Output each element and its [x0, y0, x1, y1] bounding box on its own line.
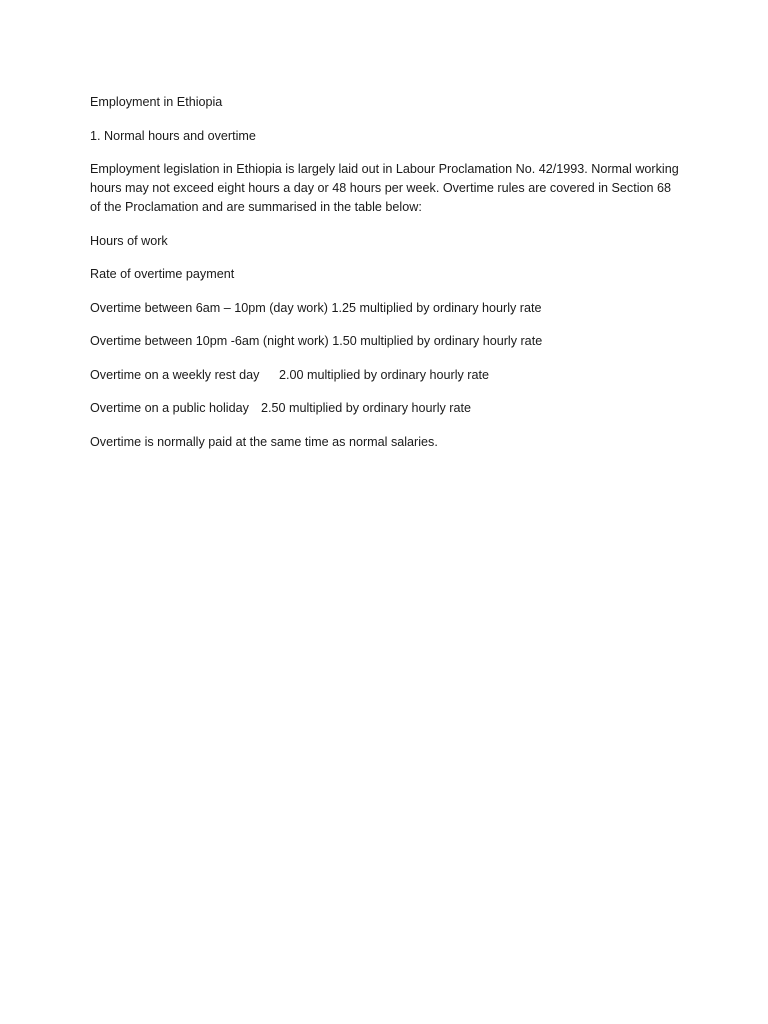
overtime-row-label: Overtime on a public holiday: [90, 401, 249, 415]
overtime-row-day-work: [90, 299, 680, 318]
overtime-row-rate: 2.50 multiplied by ordinary hourly rate: [261, 401, 472, 415]
document-page: [90, 93, 683, 466]
table-header-rate: Rate of overtime payment: [90, 267, 235, 281]
overtime-row-rate: 1.25 multiplied by ordinary hourly rate: [331, 300, 542, 315]
overtime-row-label: Overtime between 10pm -6am (night work): [90, 334, 329, 348]
closing-note: Overtime is normally paid at the same time as normal salaries.: [90, 434, 438, 449]
overtime-row-rate: 1.50 multiplied by ordinary hourly rate: [332, 334, 543, 348]
overtime-row-weekly-rest-day: [90, 366, 680, 385]
overtime-row-rate: 2.00 multiplied by ordinary hourly rate: [279, 367, 490, 382]
overtime-row-night-work: [90, 332, 680, 351]
document-title: Employment in Ethiopia: [90, 95, 223, 109]
section-heading: 1. Normal hours and overtime: [90, 128, 256, 143]
overtime-row-label: Overtime between 6am – 10pm (day work): [90, 300, 328, 315]
overtime-row-public-holiday: [90, 399, 680, 418]
intro-paragraph: Employment legislation in Ethiopia is largely laid out in Labour Proclamation No. 42/1993. Normal working hours may not exceed eight hours a day or 48 hours per week. Overtime rules are covered in Section 68 of the Proclamation and are summarised in the table below:: [90, 162, 683, 214]
overtime-row-label: Overtime on a weekly rest day: [90, 367, 260, 382]
table-header-hours: Hours of work: [90, 233, 168, 248]
